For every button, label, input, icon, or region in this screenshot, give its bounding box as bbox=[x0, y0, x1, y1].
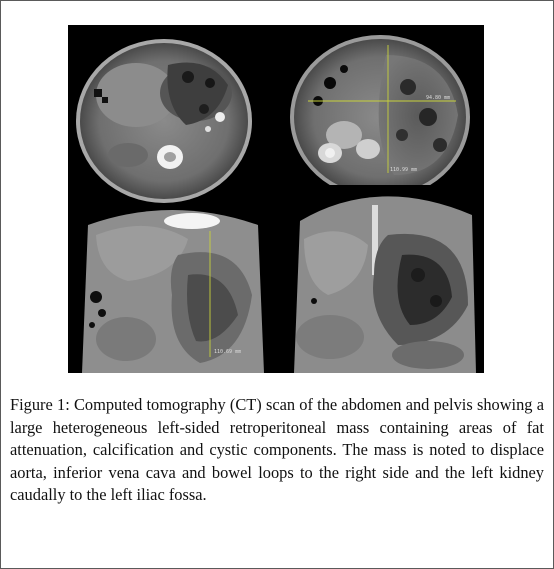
figure-caption bbox=[10, 394, 544, 507]
figure-label: Figure 1 bbox=[10, 395, 66, 414]
axial-scan-left bbox=[76, 39, 252, 203]
measure-label-vertical: 110.99 mm bbox=[390, 167, 418, 173]
ct-scan-figure bbox=[68, 25, 484, 373]
figure-caption-text: : Computed tomography (CT) scan of the abdomen and pelvis showing a large heterogeneous left-sided retroperitoneal mass containing areas of fat attenuation, calcification and cystic components. The mass is noted to displace aorta, inferior vena cava and bowel loops to the right side and the left kidney caudally to the left iliac fossa. bbox=[10, 395, 544, 505]
axial-scan-right bbox=[290, 35, 470, 199]
ct-scan-panels bbox=[68, 25, 484, 373]
measure-label-coronal: 110.69 mm bbox=[214, 349, 242, 355]
coronal-scan-right bbox=[282, 185, 484, 373]
measure-label-horizontal: 94.80 mm bbox=[426, 95, 451, 101]
coronal-scan-left bbox=[68, 205, 276, 373]
